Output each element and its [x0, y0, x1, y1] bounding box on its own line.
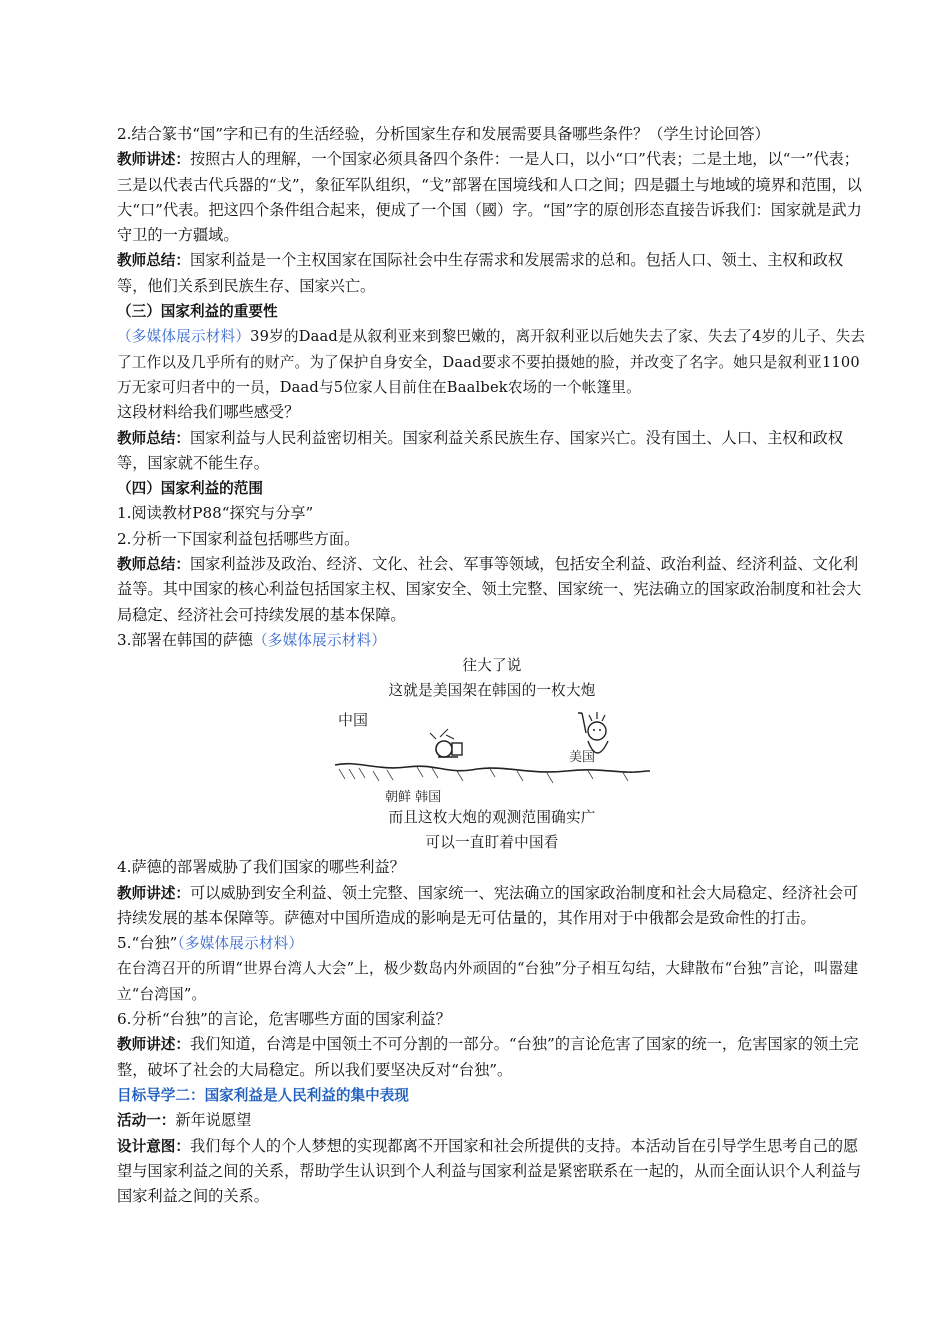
daad-material: （多媒体展示材料）39岁的Daad是从叙利亚来到黎巴嫩的，离开叙利亚以后她失去了家、失去了4岁的儿子、失去了工作以及几乎所有的财产。为了保护自身安全，Daad要求不要拍摄她的脸，并改变了名字。她只是叙利亚1100万无家可归者中的一员，Daad与5位家人目前住在Baalbek农场的一个帐篷里。	[117, 328, 866, 396]
liberty-figure	[578, 712, 608, 753]
thaad-item: 3.部署在韩国的萨德（多媒体展示材料）	[117, 630, 387, 649]
teacher-speech-1: 教师讲述：按照古人的理解，一个国家必须具备四个条件：一是人口，以小“口”代表；二是土地，以“一”代表；三是以代表古代兵器的“戈”，象征军队组织，“戈”部署在国境线和人口之间；四是疆土与地域的境界和范围，以大“口”代表。把这四个条件组合起来，便成了一个国（國）字。“国”字的原创形态直接告诉我们：国家就是武力守卫的一方疆域。	[117, 150, 862, 245]
cartoon-caption-2: 这就是美国架在韩国的一枚大炮	[388, 682, 596, 700]
taidu-question: 6.分析“台独”的言论，危害哪些方面的国家利益？	[117, 1010, 451, 1029]
ground-line	[335, 764, 650, 772]
read-item: 1.阅读教材P88“探究与分享”	[117, 504, 314, 523]
teacher-summary-1: 教师总结：国家利益是一个主权国家在国际社会中生存需求和发展需求的总和。包括人口、领土、主权和政权等，他们关系到民族生存、国家兴亡。	[117, 251, 844, 295]
cartoon-image	[117, 705, 867, 805]
taidu-material: 在台湾召开的所谓“世界台湾人大会”上，极少数岛内外顽固的“台独”分子相互勾结，大肆散布“台独”言论，叫嚣建立“台湾国”。	[117, 960, 859, 1003]
analyze-item: 2.分析一下国家利益包括哪些方面。	[117, 529, 360, 548]
section-heading-3: （三）国家利益的重要性	[117, 303, 278, 321]
cartoon-caption-1: 往大了说	[462, 657, 522, 675]
question-2: 2.结合篆书“国”字和已有的生活经验，分析国家生存和发展需要具备哪些条件？（学生讨论回答）	[117, 125, 770, 143]
design-intent: 设计意图：我们每个人的个人梦想的实现都离不开国家和社会所提供的支持。本活动旨在引导学生思考自己的愿望与国家利益之间的关系，帮助学生认识到个人利益与国家利益是紧密联系在一起的，从而全面认识个人利益与国家利益之间的关系。	[117, 1136, 862, 1206]
label-korea: 朝鲜 韩国	[385, 790, 442, 806]
feeling-question: 这段材料给我们哪些感受？	[117, 403, 300, 422]
cartoon-caption-4: 可以一直盯着中国看	[425, 834, 559, 852]
label-china: 中国	[338, 711, 369, 730]
cartoon-drawing	[117, 705, 867, 805]
media-label: （多媒体展示材料）	[117, 328, 251, 346]
section-heading-4: （四）国家利益的范围	[117, 480, 263, 498]
taidu-item: 5.“台独”（多媒体展示材料）	[117, 934, 304, 953]
goal-heading-2: 目标导学二：国家利益是人民利益的集中表现	[117, 1086, 409, 1104]
activity-1: 活动一：新年说愿望	[117, 1111, 252, 1130]
cartoon-caption-3: 而且这枚大炮的观测范围确实广	[388, 809, 596, 827]
document-page	[117, 122, 867, 1209]
teacher-speech-2: 教师讲述：可以威胁到安全利益、领土完整、国家统一、宪法确立的国家政治制度和社会大局稳定、经济社会可持续发展的基本保障等。萨德对中国所造成的影响是无可估量的，其作用对于中俄都会是致命性的打击。	[117, 883, 859, 927]
teacher-summary-2: 教师总结：国家利益与人民利益密切相关。国家利益关系民族生存、国家兴亡。没有国土、人口、主权和政权等，国家就不能生存。	[117, 428, 844, 472]
label-usa: 美国	[569, 750, 596, 766]
teacher-speech-3: 教师讲述：我们知道，台湾是中国领土不可分割的一部分。“台独”的言论危害了国家的统一，危害国家的领土完整，破坏了社会的大局稳定。所以我们要坚决反对“台独”。	[117, 1035, 859, 1079]
thaad-cartoon	[117, 653, 867, 855]
teacher-summary-3: 教师总结：国家利益涉及政治、经济、文化、社会、军事等领域，包括安全利益、政治利益、经济利益、文化利益等。其中国家的核心利益包括国家主权、国家安全、领土完整、国家统一、宪法确立的国家政治制度和社会大局稳定、经济社会可持续发展的基本保障。	[117, 555, 862, 624]
thaad-question: 4.萨德的部署威胁了我们国家的哪些利益？	[117, 858, 405, 877]
radar-cannon	[430, 729, 462, 757]
